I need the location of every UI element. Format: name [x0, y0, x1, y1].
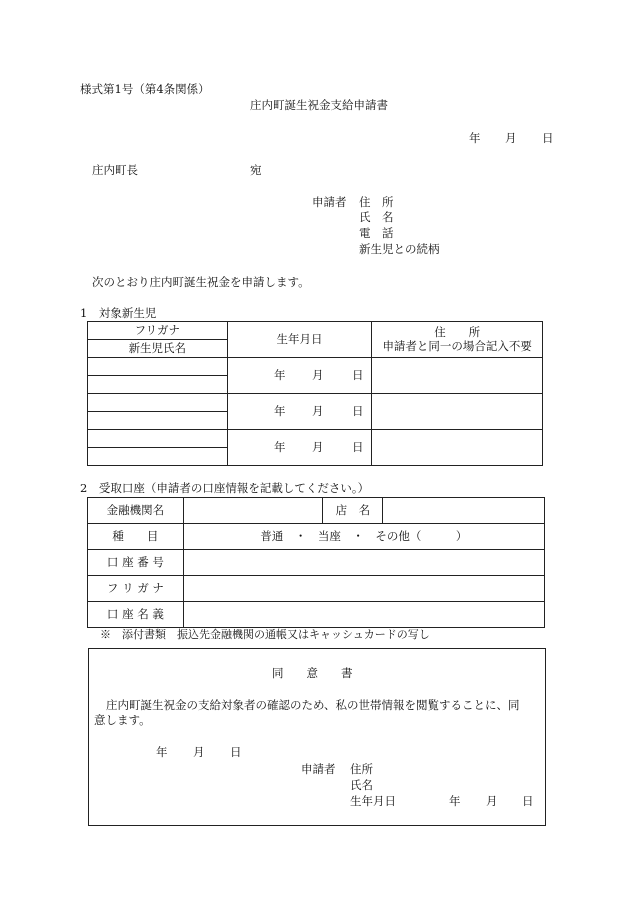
- consent-birth-month: 月: [486, 794, 498, 808]
- attachment-note: ※ 添付書類 振込先金融機関の通帳又はキャッシュカードの写し: [100, 628, 430, 641]
- furigana-header: フリガナ: [88, 322, 228, 340]
- birth-year: 年: [274, 439, 286, 454]
- furigana-cell[interactable]: [88, 358, 228, 376]
- address-cell[interactable]: [372, 430, 543, 466]
- consent-title: 同 意 書: [272, 666, 353, 680]
- account-type-options[interactable]: 普通 ・ 当座 ・ その他（ ）: [183, 524, 544, 550]
- newborn-name-cell[interactable]: [88, 448, 228, 466]
- applicant-address-label: 住 所: [359, 195, 394, 209]
- consent-applicant-label: 申請者: [301, 762, 336, 776]
- birth-month: 月: [312, 403, 324, 418]
- page-title: 庄内町誕生祝金支給申請書: [250, 98, 388, 112]
- account-holder-label: 口 座 名 義: [88, 602, 184, 628]
- consent-date-month: 月: [193, 745, 205, 759]
- birth-day: 日: [352, 403, 364, 418]
- intro-text: 次のとおり庄内町誕生祝金を申請します。: [92, 275, 310, 289]
- birth-day: 日: [352, 367, 364, 382]
- table-row: [88, 430, 543, 448]
- applicant-label: 申請者: [312, 195, 347, 209]
- address-header: [372, 322, 543, 358]
- consent-birthdate-label: 生年月日: [350, 794, 396, 808]
- branch-label: 店 名: [323, 498, 383, 524]
- account-number-label: 口 座 番 号: [88, 550, 184, 576]
- newborn-name-cell[interactable]: [88, 376, 228, 394]
- section1-heading: 1 対象新生児: [80, 306, 157, 320]
- address-cell[interactable]: [372, 394, 543, 430]
- addressee-name: 庄内町長: [92, 163, 138, 177]
- branch-cell[interactable]: [383, 498, 545, 524]
- account-number-cell[interactable]: [183, 550, 544, 576]
- consent-date-day: 日: [230, 745, 242, 759]
- bank-name-cell[interactable]: [183, 498, 323, 524]
- consent-birth-year: 年: [449, 794, 461, 808]
- consent-birth-day: 日: [522, 794, 534, 808]
- birth-year: 年: [274, 367, 286, 382]
- newborn-name-cell[interactable]: [88, 412, 228, 430]
- applicant-relation-label: 新生児との続柄: [359, 242, 440, 256]
- section2-heading: 2 受取口座（申請者の口座情報を記載してください。）: [80, 481, 370, 495]
- furigana-label: フ リ ガ ナ: [88, 576, 184, 602]
- birth-day: 日: [352, 439, 364, 454]
- applicant-phone-label: 電 話: [359, 226, 394, 240]
- birth-month: 月: [312, 367, 324, 382]
- address-cell[interactable]: [372, 358, 543, 394]
- address-header-note: 申請者と同一の場合記入不要: [382, 338, 532, 353]
- table-row: [88, 394, 543, 412]
- consent-body-line1: 庄内町誕生祝金の支給対象者の確認のため、私の世帯情報を閲覧することに、同: [106, 698, 520, 712]
- birthdate-cell[interactable]: [227, 430, 372, 466]
- applicant-name-label: 氏 名: [359, 210, 394, 224]
- address-header-title: 住 所: [434, 324, 481, 339]
- account-holder-cell[interactable]: [183, 602, 544, 628]
- account-type-label: 種 目: [88, 524, 184, 550]
- newborn-name-header: 新生児氏名: [88, 340, 228, 358]
- furigana-cell[interactable]: [88, 394, 228, 412]
- consent-body-line2: 意します。: [94, 713, 151, 727]
- birth-year: 年: [274, 403, 286, 418]
- consent-address-label: 住所: [350, 762, 373, 776]
- account-furigana-cell[interactable]: [183, 576, 544, 602]
- date-month: 月: [505, 131, 517, 145]
- table-row: [88, 358, 543, 376]
- bank-name-label: 金融機関名: [88, 498, 184, 524]
- date-day: 日: [542, 131, 554, 145]
- furigana-cell[interactable]: [88, 430, 228, 448]
- form-number: 様式第1号（第4条関係）: [80, 82, 210, 96]
- birthdate-header: 生年月日: [227, 322, 372, 358]
- birthdate-cell[interactable]: [227, 394, 372, 430]
- consent-date-year: 年: [156, 745, 168, 759]
- birth-month: 月: [312, 439, 324, 454]
- birthdate-cell[interactable]: [227, 358, 372, 394]
- consent-name-label: 氏名: [350, 778, 373, 792]
- newborn-table: [87, 321, 543, 466]
- bank-table: [87, 497, 545, 628]
- addressee-honorific: 宛: [250, 163, 262, 177]
- date-year: 年: [469, 131, 481, 145]
